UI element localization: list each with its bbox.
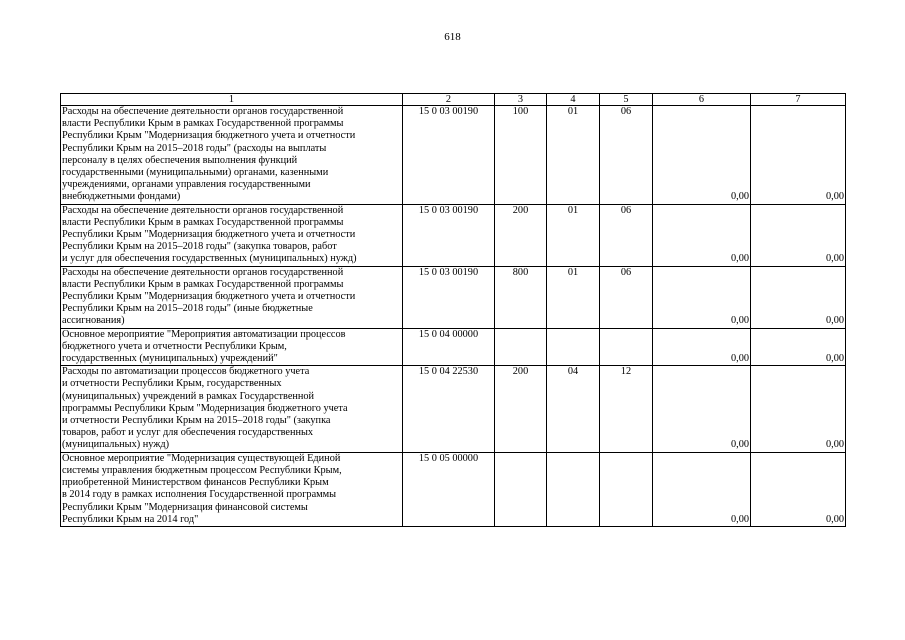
column-number-row (61, 94, 846, 106)
row-section: 04 (547, 366, 600, 452)
budget-table (60, 93, 846, 527)
row-expense-type: 800 (495, 266, 547, 328)
table-row (61, 266, 846, 328)
row-subsection: 06 (600, 204, 653, 266)
row-description: Расходы на обеспечение деятельности органов государственной власти Республики Крым в рамках Государственной программы Республики Крым "Модернизация бюджетного учета и отчетности Республики Крым на 2015–2018 годы" (иные бюджетные ассигнования) (61, 266, 403, 328)
row-amount-2: 0,00 (751, 106, 846, 205)
row-expense-type: 200 (495, 366, 547, 452)
column-header-2: 2 (403, 94, 495, 106)
row-subsection: 06 (600, 106, 653, 205)
row-amount-1: 0,00 (653, 204, 751, 266)
column-header-3: 3 (495, 94, 547, 106)
row-description: Расходы на обеспечение деятельности органов государственной власти Республики Крым в рамках Государственной программы Республики Крым "Модернизация бюджетного учета и отчетности Республики Крым на 2015–2018 годы" (расходы на выплаты персоналу в целях обеспечения выполнения функций государственными (муниципальными) органами, казенными учреждениями, органами управления государственными внебюджетными фондами) (61, 106, 403, 205)
row-amount-1: 0,00 (653, 328, 751, 366)
row-section: 01 (547, 266, 600, 328)
table-row (61, 452, 846, 526)
row-subsection: 12 (600, 366, 653, 452)
table-row (61, 366, 846, 452)
column-header-6: 6 (653, 94, 751, 106)
row-description: Основное мероприятие "Мероприятия автоматизации процессов бюджетного учета и отчетности Республики Крым, государственных (муниципальных) учреждений" (61, 328, 403, 366)
row-description: Основное мероприятие "Модернизация существующей Единой системы управления бюджетным процессом Республики Крым, приобретенной Министерством финансов Республики Крым в 2014 году в рамках исполнения Государственной программы Республики Крым "Модернизация финансовой системы Республики Крым на 2014 год" (61, 452, 403, 526)
row-target-code: 15 0 03 00190 (403, 204, 495, 266)
row-target-code: 15 0 05 00000 (403, 452, 495, 526)
table-row (61, 328, 846, 366)
row-expense-type: 100 (495, 106, 547, 205)
table-row (61, 106, 846, 205)
row-subsection: 06 (600, 266, 653, 328)
row-amount-2: 0,00 (751, 328, 846, 366)
row-amount-2: 0,00 (751, 266, 846, 328)
row-subsection (600, 328, 653, 366)
column-header-1: 1 (61, 94, 403, 106)
row-section (547, 452, 600, 526)
row-target-code: 15 0 04 22530 (403, 366, 495, 452)
row-target-code: 15 0 03 00190 (403, 266, 495, 328)
row-expense-type (495, 452, 547, 526)
row-expense-type: 200 (495, 204, 547, 266)
row-amount-1: 0,00 (653, 266, 751, 328)
table-row (61, 204, 846, 266)
row-description: Расходы на обеспечение деятельности органов государственной власти Республики Крым в рамках Государственной программы Республики Крым "Модернизация бюджетного учета и отчетности Республики Крым на 2015–2018 годы" (закупка товаров, работ и услуг для обеспечения государственных (муниципальных) нужд) (61, 204, 403, 266)
column-header-7: 7 (751, 94, 846, 106)
row-target-code: 15 0 04 00000 (403, 328, 495, 366)
row-description: Расходы по автоматизации процессов бюджетного учета и отчетности Республики Крым, государственных (муниципальных) учреждений в рамках Государственной программы Республики Крым "Модернизация бюджетного учета и отчетности Республики Крым на 2015–2018 годы" (закупка товаров, работ и услуг для обеспечения государственных (муниципальных) нужд) (61, 366, 403, 452)
row-amount-2: 0,00 (751, 452, 846, 526)
row-section: 01 (547, 204, 600, 266)
row-target-code: 15 0 03 00190 (403, 106, 495, 205)
row-amount-2: 0,00 (751, 204, 846, 266)
column-header-5: 5 (600, 94, 653, 106)
row-section (547, 328, 600, 366)
page-number: 618 (444, 31, 461, 43)
row-section: 01 (547, 106, 600, 205)
row-amount-1: 0,00 (653, 452, 751, 526)
row-amount-2: 0,00 (751, 366, 846, 452)
row-amount-1: 0,00 (653, 366, 751, 452)
row-amount-1: 0,00 (653, 106, 751, 205)
column-header-4: 4 (547, 94, 600, 106)
row-expense-type (495, 328, 547, 366)
row-subsection (600, 452, 653, 526)
